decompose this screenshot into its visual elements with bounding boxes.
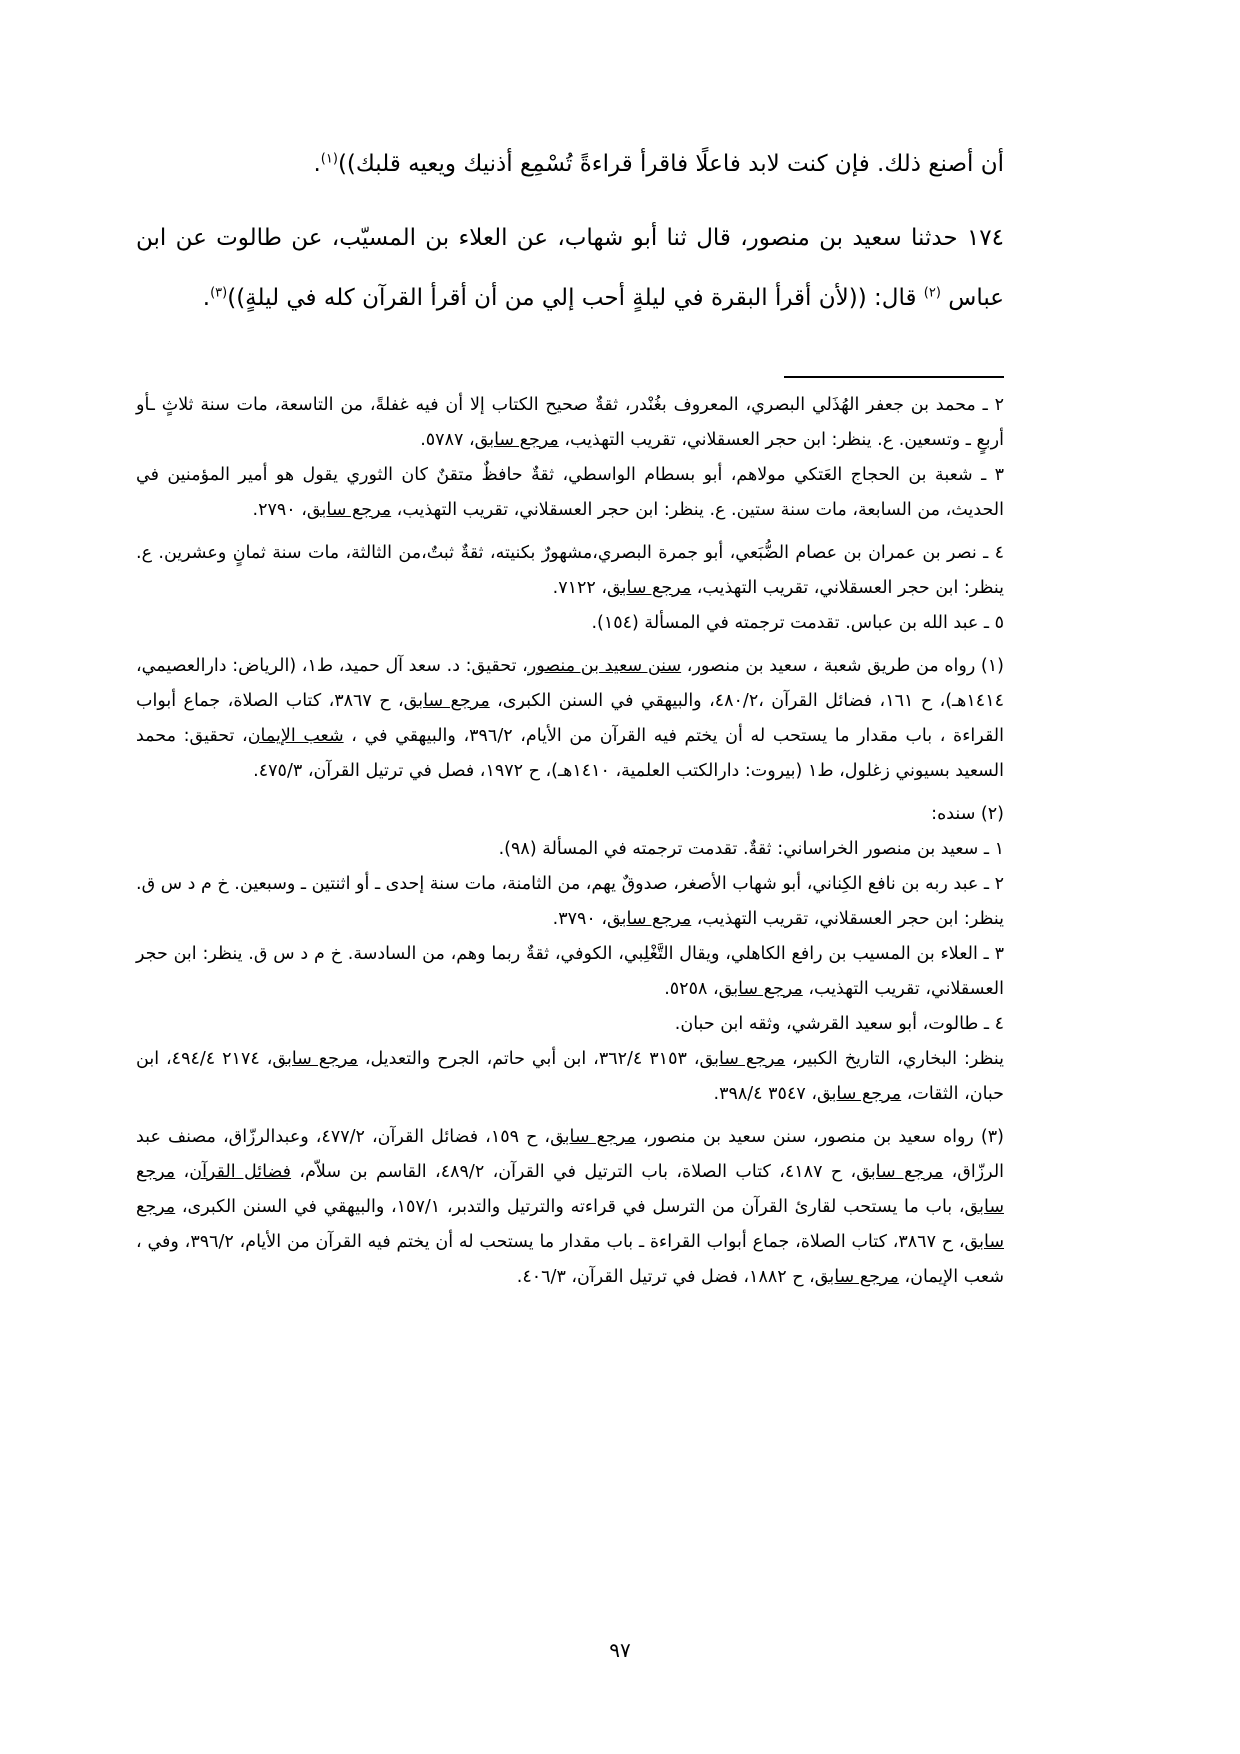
footnote-10: ٤ ـ طالوت، أبو سعيد القرشي، وثقه ابن حبان. <box>674 1014 1004 1034</box>
footnote-text: ، ح ١٨٨٢، فضل في ترتيل القرآن، ٤٠٦/٣. <box>516 1267 815 1287</box>
footnote-text: ، تحقيق: محمد السعيد بسيوني زغلول، ط١ (بيروت: دارالكتب العلمية، ١٤١٠هـ)، ح ١٩٧٢، فصل في ترتيل القرآن، ٤٧٥/٣. <box>136 726 1004 781</box>
footnote-text: ، ح ٣٨٦٧، كتاب الصلاة، جماع أبواب القراءة ، باب مقدار ما يستحب له أن يختم فيه القرآن من الأيام، ٣٩٦/٢، والبيهقي في ، <box>136 691 1004 746</box>
reference-link: مرجع سابق <box>718 979 803 999</box>
footnotes <box>136 388 1004 1295</box>
reference-link: مرجع سابق <box>607 909 692 929</box>
footnote-divider <box>784 376 1004 378</box>
footnote-2 <box>136 458 1004 528</box>
reference-link: مرجع سابق <box>136 1197 1004 1252</box>
footnote-text: ٤ ـ نصر بن عمران بن عصام الضُّبَعي، أبو جمرة البصري،مشهورٌ بكنيته، ثقةٌ ثبتٌ،من الثالثة، مات سنة ثمانٍ وعشرين. ع. ينظر: ابن حجر العسقلاني، تقريب التهذيب، <box>136 543 1004 598</box>
reference-link: مرجع سابق <box>814 1267 899 1287</box>
footnote-text: ، ٣١٥٣ ٣٦٢/٤، ابن أبي حاتم، الجرح والتعديل، <box>357 1049 700 1069</box>
footnote-1 <box>136 388 1004 458</box>
reference-link: مرجع سابق <box>474 430 559 450</box>
footnote-text: ، باب ما يستحب لقارئ القرآن من الترسل في قراءته والترتيل والتدبر، ١٥٧/١، والبيهقي في السنن الكبرى، <box>175 1197 965 1217</box>
footnote-text: ، ٧١٢٢. <box>552 578 608 598</box>
main-text <box>136 134 1004 328</box>
footnote-text: ، ح ٣٨٦٧، كتاب الصلاة، جماع أبواب القراءة ـ باب مقدار ما يستحب له أن يختم فيه القرآن من الأيام، ٣٩٦/٢، وفي ، شعب الإيمان، <box>136 1232 1004 1287</box>
footnote-text: ٣ ـ العلاء بن المسيب بن رافع الكاهلي، ويقال التَّغْلِبي، الكوفي، ثقةٌ ربما وهم، من السادسة. خ م د س ق. ينظر: ابن حجر العسقلاني، تقريب التهذيب، <box>136 944 1004 999</box>
reference-link: مرجع سابق <box>136 1162 1004 1217</box>
footnote-9 <box>136 937 1004 1007</box>
footnote-text: (٣) رواه سعيد بن منصور، سنن سعيد بن منصور، <box>635 1127 1004 1147</box>
footnote-12 <box>136 1120 1004 1295</box>
paragraph-1-text: أن أصنع ذلك. فإن كنت لابد فاعلًا فاقرأ قراءةً تُسْمِع أذنيك ويعيه قلبك)) <box>337 151 1004 177</box>
footnote-text: ، ٣٥٤٧ ٣٩٨/٤. <box>713 1084 817 1104</box>
page-number: ٩٧ <box>609 1638 631 1662</box>
paragraph-2 <box>136 208 1004 328</box>
footnote-text: ، تحقيق: د. سعد آل حميد، ط١، (الرياض: دارالعصيمي، ١٤١٤هـ)، ح ١٦١، فضائل القرآن ،٤٨٠/٢، والبيهقي في السنن الكبرى، <box>136 656 1005 711</box>
footnote-text: ٣ ـ شعبة بن الحجاج العَتكي مولاهم، أبو بسطام الواسطي، ثقةٌ حافظٌ متقنٌ كان الثوري يقول هو أمير المؤمنين في الحديث، من السابعة، مات سنة ستين. ع. ينظر: ابن حجر العسقلاني، تقريب التهذيب، <box>136 465 1004 520</box>
reference-link: مرجع سابق <box>816 1084 902 1104</box>
reference-link: مرجع سابق <box>306 500 392 520</box>
footnote-text: ينظر: البخاري، التاريخ الكبير، <box>785 1049 1005 1069</box>
reference-link: فضائل القرآن <box>189 1162 292 1182</box>
footnote-11 <box>136 1042 1004 1112</box>
reference-link: مرجع سابق <box>699 1049 786 1069</box>
paragraph-1 <box>136 134 1004 194</box>
footnote-text: (١) رواه من طريق شعبة ، سعيد بن منصور، <box>681 656 1004 676</box>
reference-link: مرجع سابق <box>272 1049 358 1069</box>
footnote-7: ١ ـ سعيد بن منصور الخراساني: ثقةٌ. تقدمت ترجمته في المسألة (٩٨). <box>498 839 1004 859</box>
footnote-text: ، ٣٧٩٠. <box>552 909 608 929</box>
footnote-6: (٢) سنده: <box>931 804 1004 824</box>
footnote-text: ، ٢٧٩٠. <box>252 500 307 520</box>
footnote-text: ، <box>175 1162 190 1182</box>
paragraph-2-quote: قال: ((لأن أقرأ البقرة في ليلةٍ أحب إلي من أن أقرأ القرآن كله في ليلةٍ)) <box>227 285 924 311</box>
footnote-ref: (٢) <box>923 285 941 301</box>
footnote-text: ، ح ٤١٨٧، كتاب الصلاة، باب الترتيل في القرآن، ٤٨٩/٢، القاسم بن سلاّم، <box>291 1162 857 1182</box>
footnote-text: ٢ ـ عبد ربه بن نافع الكِناني، أبو شهاب الأصغر، صدوقٌ يهم، من الثامنة، مات سنة إحدى ـ أو اثنتين ـ وسبعين. خ م د س ق. ينظر: ابن حجر العسقلاني، تقريب التهذيب، <box>136 874 1004 929</box>
reference-link: مرجع سابق <box>403 691 490 711</box>
reference-link: سنن سعيد بن منصور <box>527 656 682 676</box>
footnote-text: ، ٥٧٨٧. <box>420 430 475 450</box>
footnote-ref: (١) <box>320 151 338 167</box>
footnote-4: ٥ ـ عبد الله بن عباس. تقدمت ترجمته في المسألة (١٥٤). <box>591 613 1004 633</box>
reference-link: مرجع سابق <box>856 1162 944 1182</box>
reference-link: شعب الإيمان <box>247 726 344 746</box>
footnote-ref: (٣) <box>210 285 228 301</box>
reference-link: مرجع سابق <box>550 1127 636 1147</box>
paragraph-end: . <box>313 151 321 177</box>
paragraph-end: . <box>202 285 211 311</box>
paragraph-2-text: ١٧٤ حدثنا سعيد بن منصور، قال ثنا أبو شهاب، عن العلاء بن المسيّب، عن طالوت عن ابن عباس <box>136 225 1004 311</box>
reference-link: مرجع سابق <box>607 578 692 598</box>
footnote-text: ، ح ١٥٩، فضائل القرآن، ٤٧٧/٢، وعبدالرزّاق، مصنف عبد الرزّاق، <box>136 1127 1005 1182</box>
footnote-5 <box>136 649 1004 789</box>
footnote-3 <box>136 536 1004 606</box>
footnote-text: ، ٥٢٥٨. <box>664 979 719 999</box>
footnote-8 <box>136 867 1004 937</box>
footnote-text: ، ٢١٧٤ ٤٩٤/٤، ابن حبان، الثقات، <box>136 1049 1004 1104</box>
footnote-text: ٢ ـ محمد بن جعفر الهُذَلي البصري، المعروف بغُنْدر، ثقةٌ صحيح الكتاب إلا أن فيه غفلةً، من التاسعة، مات سنة ثلاثٍ ـأو أربعٍ ـ وتسعين. ع. ينظر: ابن حجر العسقلاني، تقريب التهذيب، <box>136 395 1004 450</box>
